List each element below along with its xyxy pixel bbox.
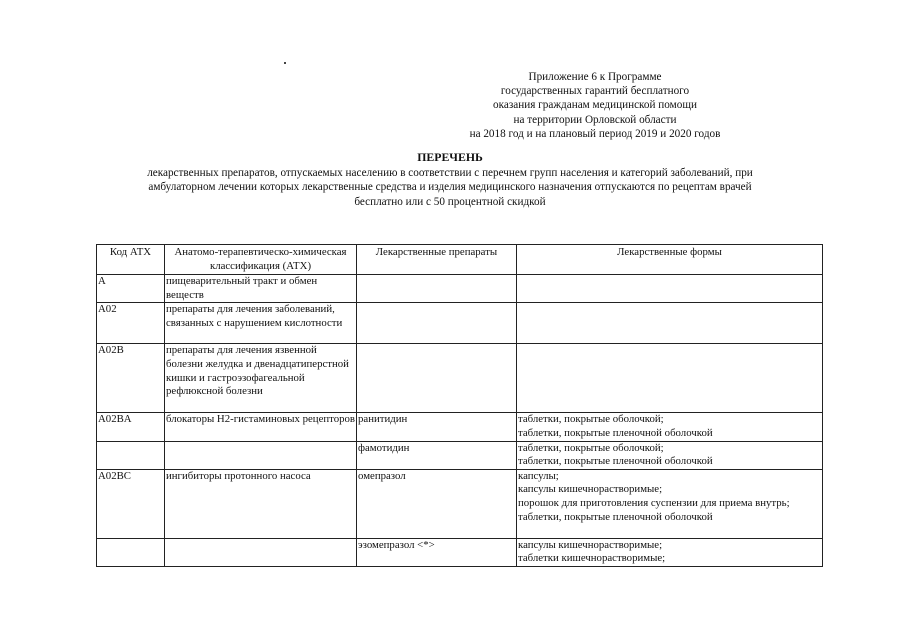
- cell-forms: [517, 413, 823, 441]
- cell-code: [97, 538, 165, 566]
- table-row: [97, 344, 823, 413]
- cell-drug: омепразол: [357, 469, 517, 538]
- cell-drug: [357, 303, 517, 344]
- table-header-row: [97, 245, 823, 275]
- table-row: [97, 538, 823, 566]
- cell-drug: фамотидин: [357, 441, 517, 469]
- appendix-line: на 2018 год и на плановый период 2019 и 2020 годов: [469, 127, 721, 140]
- form-line: капсулы;: [518, 469, 559, 482]
- document-heading: [90, 150, 810, 209]
- form-line: капсулы кишечнорастворимые;: [518, 483, 663, 496]
- form-line: порошок для приготовления суспензии для приема внутрь;: [518, 496, 790, 509]
- cell-code: [97, 441, 165, 469]
- form-line: таблетки, покрытые пленочной оболочкой: [518, 426, 713, 439]
- cell-classification: препараты для лечения язвенной болезни желудка и двенадцатиперстной кишки и гастроэзофагеальной рефлюксной болезни: [165, 344, 357, 413]
- header-forms: Лекарственные формы: [517, 245, 823, 275]
- appendix-header: [430, 70, 760, 141]
- cell-code: A02B: [97, 344, 165, 413]
- drug-list-table: [96, 244, 823, 567]
- cell-forms: [517, 538, 823, 566]
- appendix-line: на территории Орловской области: [513, 113, 677, 126]
- header-drugs: Лекарственные препараты: [357, 245, 517, 275]
- cell-classification: [165, 538, 357, 566]
- cell-drug: ранитидин: [357, 413, 517, 441]
- form-line: таблетки, покрытые пленочной оболочкой: [518, 455, 713, 468]
- appendix-line: Приложение 6 к Программе: [528, 71, 662, 83]
- table-row: [97, 469, 823, 538]
- form-line: капсулы кишечнорастворимые;: [518, 538, 663, 551]
- appendix-line: оказания гражданам медицинской помощи: [493, 99, 697, 112]
- scan-speck: [284, 62, 286, 64]
- subtitle-line: лекарственных препаратов, отпускаемых населению в соответствии с перечнем групп населения и категорий заболеваний, при: [147, 166, 753, 179]
- table-row: [97, 441, 823, 469]
- subtitle-line: бесплатно или с 50 процентной скидкой: [354, 195, 546, 208]
- cell-classification: ингибиторы протонного насоса: [165, 469, 357, 538]
- cell-forms: [517, 441, 823, 469]
- appendix-line: государственных гарантий бесплатного: [500, 85, 690, 98]
- cell-classification: [165, 441, 357, 469]
- table-body: [97, 275, 823, 567]
- header-code: Код АТХ: [97, 245, 165, 275]
- cell-forms: [517, 275, 823, 303]
- cell-code: A: [97, 275, 165, 303]
- table-row: [97, 413, 823, 441]
- cell-drug: эзомепразол <*>: [357, 538, 517, 566]
- table-row: [97, 303, 823, 344]
- table-row: [97, 275, 823, 303]
- document-subtitle: [90, 166, 810, 210]
- cell-code: A02BC: [97, 469, 165, 538]
- cell-code: A02: [97, 303, 165, 344]
- header-classification: Анатомо-терапевтическо-химическая классификация (АТХ): [165, 245, 357, 275]
- document-title: ПЕРЕЧЕНЬ: [417, 150, 483, 164]
- cell-classification: блокаторы Н2-гистаминовых рецепторов: [165, 413, 357, 441]
- form-line: таблетки, покрытые пленочной оболочкой: [518, 510, 713, 523]
- form-line: таблетки, покрытые оболочкой;: [518, 413, 664, 426]
- cell-classification: препараты для лечения заболеваний, связанных с нарушением кислотности: [165, 303, 357, 344]
- form-line: таблетки кишечнорастворимые;: [518, 552, 666, 565]
- cell-forms: [517, 344, 823, 413]
- cell-classification: пищеварительный тракт и обмен веществ: [165, 275, 357, 303]
- cell-forms: [517, 303, 823, 344]
- cell-drug: [357, 275, 517, 303]
- cell-code: A02BA: [97, 413, 165, 441]
- form-line: таблетки, покрытые оболочкой;: [518, 441, 664, 454]
- cell-forms: [517, 469, 823, 538]
- cell-drug: [357, 344, 517, 413]
- subtitle-line: амбулаторном лечении которых лекарственные средства и изделия медицинского назначения отпускаются по рецептам врачей: [148, 181, 752, 193]
